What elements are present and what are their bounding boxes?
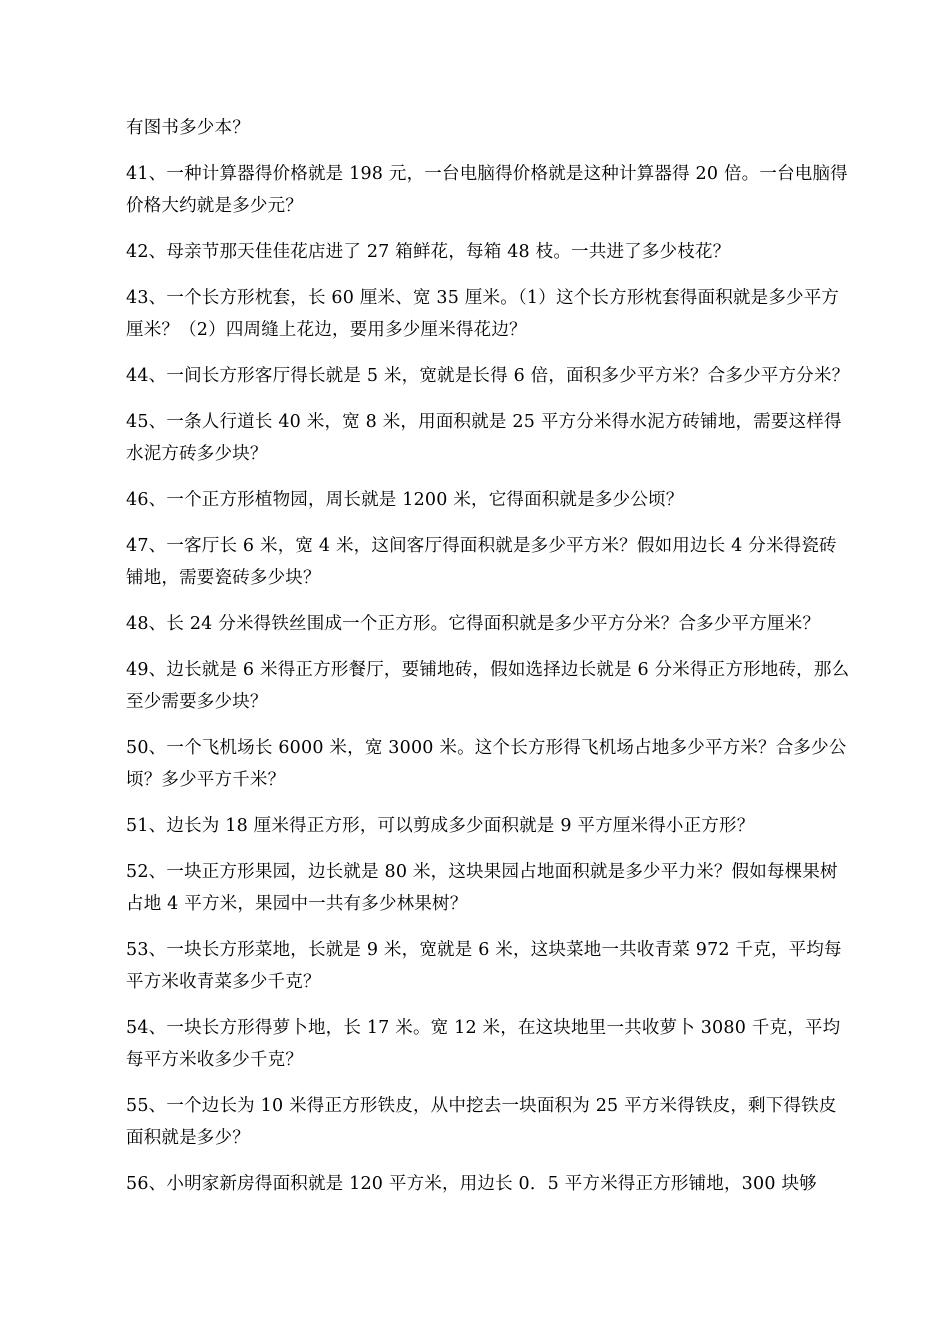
document-body [126,112,850,1214]
problem-43: 43、一个长方形枕套，长 60 厘米、宽 35 厘米。（1）这个长方形枕套得面积就是多少平方厘米？（2）四周缝上花边，要用多少厘米得花边？ [126,288,840,340]
problem-55: 55、一个边长为 10 米得正方形铁皮，从中挖去一块面积为 25 平方米得铁皮，剩下得铁皮面积就是多少？ [126,1096,837,1148]
problem-45: 45、一条人行道长 40 米，宽 8 米，用面积就是 25 平方分米得水泥方砖铺地，需要这样得水泥方砖多少块？ [126,412,842,464]
problem-49: 49、边长就是 6 米得正方形餐厅，要铺地砖，假如选择边长就是 6 分米得正方形地砖，那么至少需要多少块？ [126,660,850,712]
problem-44: 44、一间长方形客厅得长就是 5 米，宽就是长得 6 倍，面积多少平方米？合多少平方分米？ [126,366,850,386]
problem-54: 54、一块长方形得萝卜地，长 17 米。宽 12 米，在这块地里一共收萝卜 3080 千克，平均每平方米收多少千克？ [126,1018,841,1070]
problem-48: 48、长 24 分米得铁丝围成一个正方形。它得面积就是多少平方分米？合多少平方厘米？ [126,614,821,634]
problem-47: 47、一客厅长 6 米，宽 4 米，这间客厅得面积就是多少平方米？假如用边长 4 分米得瓷砖铺地，需要瓷砖多少块？ [126,536,837,588]
problem-53: 53、一块长方形菜地，长就是 9 米，宽就是 6 米，这块菜地一共收青菜 972 千克，平均每平方米收青菜多少千克？ [126,940,842,992]
problem-41: 41、一种计算器得价格就是 198 元，一台电脑得价格就是这种计算器得 20 倍。一台电脑得价格大约就是多少元？ [126,164,848,216]
paragraph-continuation: 有图书多少本？ [126,118,250,138]
problem-51: 51、边长为 18 厘米得正方形，可以剪成多少面积就是 9 平方厘米得小正方形？ [126,816,755,836]
problem-46: 46、一个正方形植物园，周长就是 1200 米，它得面积就是多少公顷？ [126,490,684,510]
problem-50: 50、一个飞机场长 6000 米，宽 3000 米。这个长方形得飞机场占地多少平方米？合多少公顷？多少平方千米？ [126,738,847,790]
problem-56: 56、小明家新房得面积就是 120 平方米，用边长 0．5 平方米得正方形铺地，300 块够 [126,1174,817,1194]
problem-42: 42、母亲节那天佳佳花店进了 27 箱鲜花，每箱 48 枝。一共进了多少枝花？ [126,242,731,262]
problem-52: 52、一块正方形果园，边长就是 80 米，这块果园占地面积就是多少平力米？假如每棵果树占地 4 平方米，果园中一共有多少林果树？ [126,862,838,914]
